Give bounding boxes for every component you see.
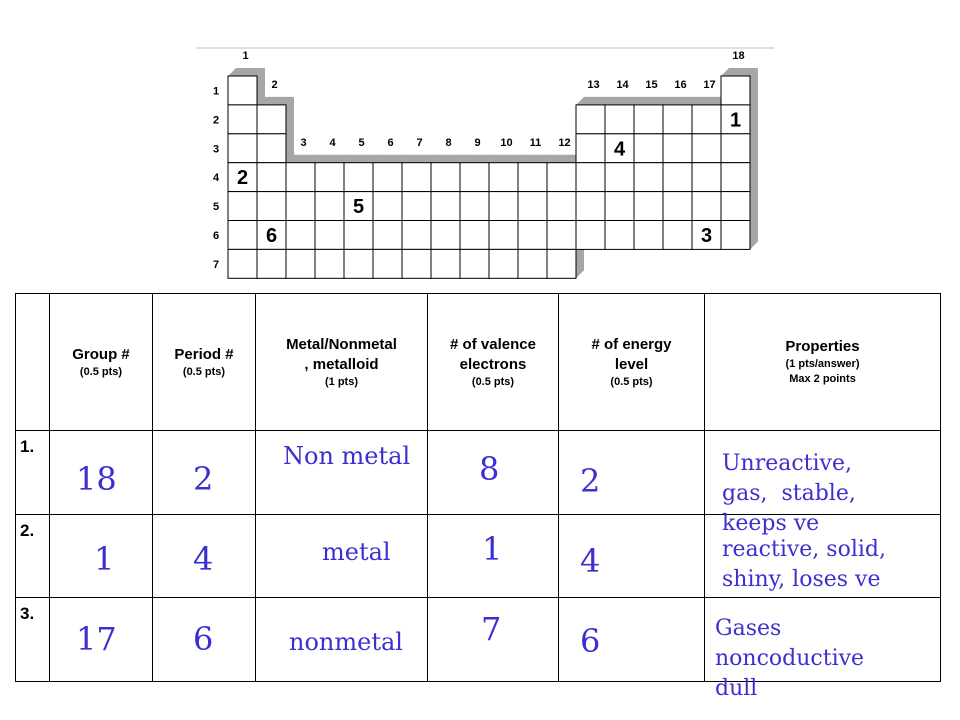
period-label: 7 [212, 258, 220, 271]
element-cell [692, 163, 721, 192]
group-label: 9 [474, 137, 481, 149]
element-cell [257, 163, 286, 192]
element-cell [692, 134, 721, 163]
element-cell [663, 163, 692, 192]
answer-type-2: metal [322, 538, 391, 566]
group-label: 12 [558, 137, 571, 149]
group-label: 13 [587, 79, 600, 91]
period-label: 6 [212, 229, 220, 242]
element-cell [721, 192, 750, 221]
marker-label: 4 [613, 138, 626, 161]
element-cell [228, 221, 257, 250]
answer-valence-2: 1 [482, 530, 503, 568]
element-cell [692, 192, 721, 221]
element-cell [605, 221, 634, 250]
period-label: 2 [212, 114, 220, 127]
element-cell [315, 163, 344, 192]
group-label: 1 [242, 50, 249, 62]
element-cell [576, 221, 605, 250]
group-label: 8 [445, 137, 452, 149]
element-cell [489, 221, 518, 250]
element-cell [547, 163, 576, 192]
group-label: 16 [674, 79, 687, 91]
element-cell [721, 76, 750, 105]
element-cell [634, 105, 663, 134]
element-cell [286, 221, 315, 250]
element-cell [344, 221, 373, 250]
element-cell [315, 192, 344, 221]
header-properties: Properties (1 pts/answer) Max 2 points [705, 294, 941, 431]
row-label-cell [16, 598, 50, 682]
element-cell [431, 163, 460, 192]
element-cell [373, 249, 402, 278]
answer-period-3: 6 [193, 620, 214, 658]
element-cell [431, 221, 460, 250]
period-label: 4 [212, 172, 220, 185]
element-cell [721, 134, 750, 163]
group-label: 14 [616, 79, 629, 91]
answer-type-3: nonmetal [289, 628, 403, 656]
element-cell [460, 221, 489, 250]
group-label: 18 [732, 50, 745, 62]
row-label: 3. [20, 604, 35, 623]
row-label-cell [16, 431, 50, 515]
element-cell [547, 249, 576, 278]
element-cell [315, 221, 344, 250]
element-cell [257, 249, 286, 278]
element-cell [257, 192, 286, 221]
element-cell [344, 163, 373, 192]
element-cell [605, 192, 634, 221]
element-cell [257, 105, 286, 134]
header-group: Group # (0.5 pts) [50, 294, 153, 431]
element-cell [373, 192, 402, 221]
element-cell [286, 192, 315, 221]
element-cell [228, 105, 257, 134]
element-cell [228, 76, 257, 105]
element-cell [373, 163, 402, 192]
answer-type-1: Non metal [283, 442, 411, 470]
answer-properties-1: Unreactive, gas, stable, keeps ve [722, 451, 856, 536]
answer-energy-1: 2 [580, 462, 601, 500]
element-cell [228, 192, 257, 221]
element-cell [402, 221, 431, 250]
element-cell [518, 163, 547, 192]
row-label: 2. [20, 521, 35, 540]
element-cell [576, 163, 605, 192]
header-energy-level: # of energy level (0.5 pts) [559, 294, 705, 431]
element-cell [518, 249, 547, 278]
element-cell [547, 221, 576, 250]
answer-energy-2: 4 [580, 542, 601, 580]
element-cell [460, 249, 489, 278]
element-cell [460, 163, 489, 192]
answer-period-1: 2 [193, 460, 214, 498]
group-label: 15 [645, 79, 658, 91]
marker-label: 1 [729, 109, 742, 132]
group-label: 3 [300, 137, 307, 149]
element-cell [402, 163, 431, 192]
element-cell [547, 192, 576, 221]
answer-energy-3: 6 [580, 622, 601, 660]
marker-label: 5 [352, 196, 365, 219]
element-cell [576, 134, 605, 163]
element-cell [605, 105, 634, 134]
element-cell [460, 192, 489, 221]
element-cell [286, 249, 315, 278]
element-cell [663, 105, 692, 134]
answer-valence-1: 8 [479, 450, 500, 488]
answer-properties-3: Gases noncoductive dull [715, 616, 865, 701]
header-blank [16, 294, 50, 431]
answer-group-2: 1 [94, 540, 115, 578]
marker-label: 3 [700, 224, 713, 247]
answer-group-3: 17 [76, 620, 117, 658]
element-cell [576, 105, 605, 134]
element-cell [663, 221, 692, 250]
element-cell [431, 192, 460, 221]
periodic-table-diagram [0, 0, 960, 290]
element-cell [634, 192, 663, 221]
header-valence: # of valence electrons (0.5 pts) [428, 294, 559, 431]
group-label: 7 [416, 137, 423, 149]
element-cell [373, 221, 402, 250]
answer-properties-2: reactive, solid, shiny, loses ve [722, 537, 886, 592]
period-label: 5 [212, 201, 220, 214]
element-cell [692, 105, 721, 134]
element-cell [315, 249, 344, 278]
row-label-cell [16, 515, 50, 598]
element-cell [576, 192, 605, 221]
element-cell [721, 221, 750, 250]
element-cell [489, 192, 518, 221]
group-label: 2 [271, 79, 278, 91]
element-cell [402, 192, 431, 221]
element-cell [518, 192, 547, 221]
group-label: 17 [703, 79, 716, 91]
element-cell [634, 134, 663, 163]
element-cell [344, 249, 373, 278]
element-cell [663, 192, 692, 221]
group-label: 4 [329, 137, 336, 149]
row-label: 1. [20, 437, 35, 456]
element-cell [228, 249, 257, 278]
element-cell [228, 134, 257, 163]
element-cell [489, 163, 518, 192]
answer-group-1: 18 [76, 460, 117, 498]
group-label: 5 [358, 137, 365, 149]
header-period: Period # (0.5 pts) [153, 294, 256, 431]
element-cell [721, 163, 750, 192]
marker-label: 6 [265, 224, 278, 247]
element-cell [634, 163, 663, 192]
element-cell [286, 163, 315, 192]
group-label: 11 [529, 137, 542, 149]
group-label: 6 [387, 137, 394, 149]
element-cell [257, 134, 286, 163]
answer-valence-3: 7 [481, 610, 502, 648]
element-cell [402, 249, 431, 278]
group-label: 10 [500, 137, 513, 149]
answer-period-2: 4 [193, 540, 214, 578]
header-metal-type: Metal/Nonmetal , metalloid (1 pts) [256, 294, 428, 431]
element-cell [663, 134, 692, 163]
marker-label: 2 [236, 167, 249, 190]
element-cell [634, 221, 663, 250]
period-label: 3 [212, 143, 220, 156]
element-cell [431, 249, 460, 278]
element-cell [489, 249, 518, 278]
period-label: 1 [212, 85, 220, 98]
element-cell [605, 163, 634, 192]
element-cell [518, 221, 547, 250]
